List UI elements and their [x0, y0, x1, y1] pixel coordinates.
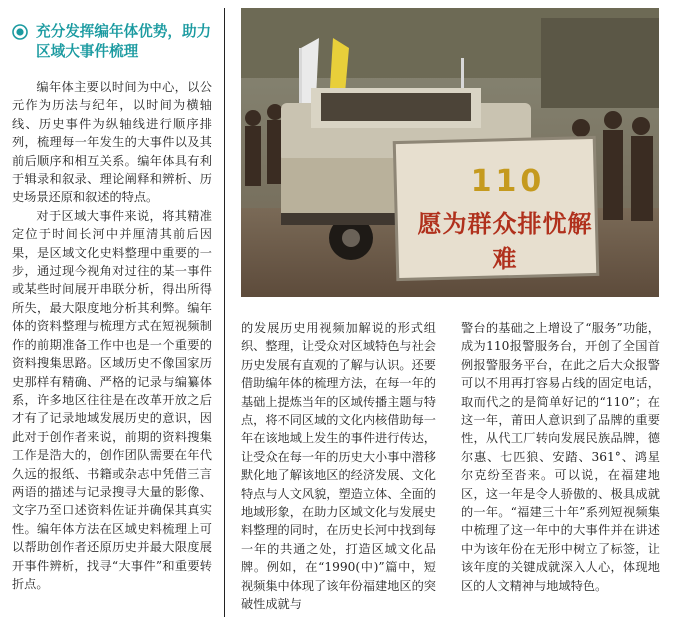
text-column-2 [241, 319, 436, 614]
text-column-1 [12, 78, 212, 593]
section-heading [12, 22, 217, 62]
column-divider [224, 8, 225, 617]
paragraph: 的发展历史用视频加解说的形式组织、整理，让受众对区域特色与社会历史发展有直观的了解与认识。还要借助编年体的梳理方法，在每一年的基础上提炼当年的区域传播主题与特点，将不同区域的文化内核借助每一年在该地域上发生的事件进行传达，让受众在每一年的历史大小事中潜移默化地了解该地区的经济发展、文化特点与人文风貌，塑造立体、全面的地域形象，在助力区域文化与发展史料整理的同时，在历史长河中找到每一年的共通之处，打造区域文化品牌。例如，在“1990(中)”篇中，短视频集中体现了该年份福建地区的突破性成就与 [241, 321, 436, 612]
paragraph: 警台的基础之上增设了“服务”功能，成为110报警服务台，开创了全国首例报警服务平台，在此之后大众报警可以不用再打容易占线的固定电话，取而代之的是简单好记的“110”；在这一年，莆田人意识到了品牌的重要性，从代工厂转向发展民族品牌，德尔惠、七匹狼、安踏、361°、鸿星尔克纷至沓来。可以说，在福建地区，这一年是令人骄傲的、极具成就的一年。“福建三十年”系列短视频集中梳理了这一年中的大事件并在讲述中为该年份在无形中树立了标签，让该年度的关键成就深入人心，体现地区的人文精神与地域特色。 [461, 321, 660, 593]
sign-slogan: 愿为群众排忧解难 [417, 210, 593, 273]
section-title: 充分发挥编年体优势，助力区域大事件梳理 [36, 23, 212, 60]
sign-number: 110 [470, 164, 546, 199]
text-column-3 [461, 319, 660, 595]
circle-bullet-icon [12, 24, 28, 40]
paragraph: 编年体主要以时间为中心，以公元作为历法与纪年，以时间为横轴线、历史事件为纵轴线进行顺序排列，梳理每一年发生的大事件以及其前后顺序和相互关系。编年体具有利于辑录和叙录、理论阐释和辨析、历史场景还原和叙述的特点。 [12, 80, 212, 205]
paragraph: 对于区域大事件来说，将其精准定位于时间长河中并厘清其前后因果，是区域文化史料整理中重要的一步，通过现今视角对过往的某一事件或某些时间展开串联分析，得出所得所失，最大限度地分析其利弊。编年体的资料整理与梳理方式在短视频制作的前期准备工作中也是一个重要的资料搜集思路。区域历史不像国家历史那样有精确、严格的记录与编纂体系，许多地区往往是在改革开放之后才有了记录地域发展历史的意识，因此对于创作者来说，前期的资料搜集工作是浩大的，创作团队需要在年代久远的报纸、书籍或杂志中凭借三言两语的描述与记录搜寻大量的影像、文字乃至口述资料佐证并确保其真实性。编年体方法在区域史料梳理上可以帮助创作者还原历史并最大限度展开事件辨析，找寻“大事件”和重要转折点。 [12, 208, 212, 591]
